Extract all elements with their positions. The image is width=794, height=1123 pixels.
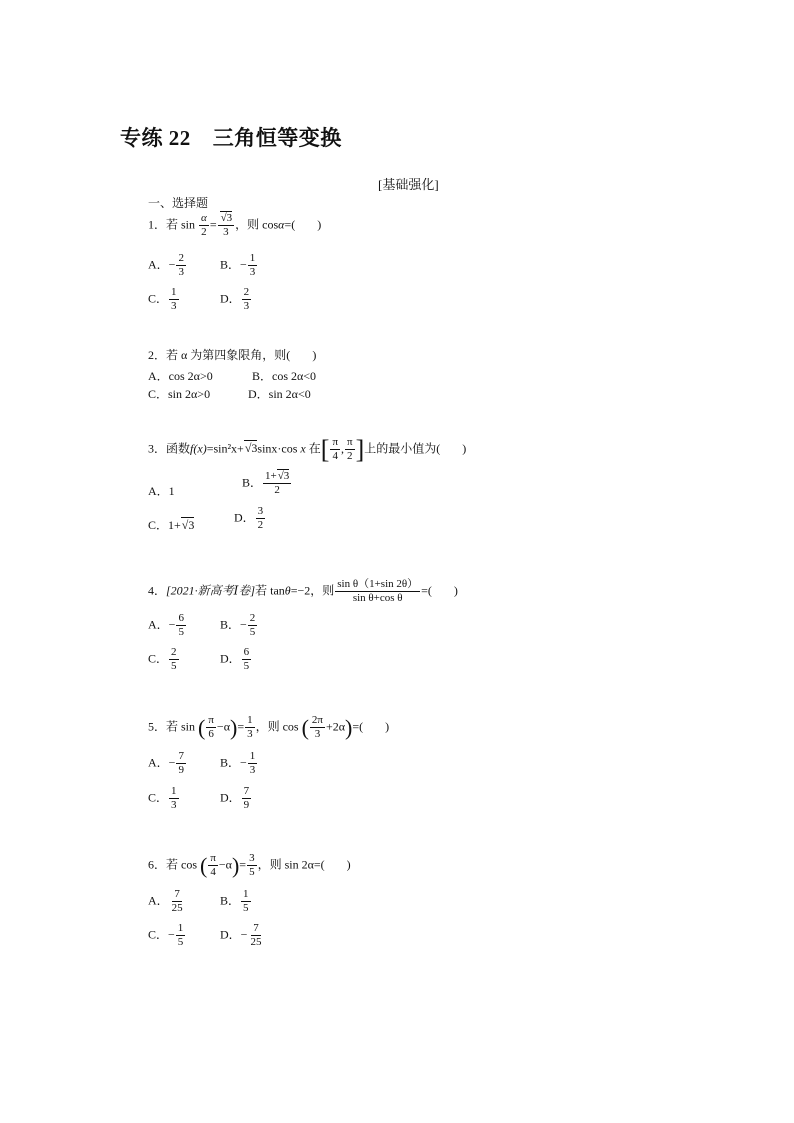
q2-option-c[interactable]: C．sin 2α>0 (148, 387, 211, 401)
q5-option-b[interactable]: B．− $\frac{1}{3}$ (220, 750, 256, 776)
page-title (120, 122, 342, 152)
q1-option-b[interactable]: B．− $\frac{1}{3}$ (220, 252, 256, 278)
q1-option-d[interactable]: D． $\frac{2}{3}$ (220, 286, 250, 312)
title-prefix: 专练 22 (120, 126, 191, 150)
q6-option-c[interactable]: C．− $\frac{1}{5}$ (148, 922, 184, 948)
q4-source-tag: [2021·新高考Ⅰ卷] (166, 583, 256, 598)
q2-option-a[interactable]: A．cos 2α>0 (148, 369, 213, 383)
q2-option-d[interactable]: D．sin 2α<0 (248, 387, 311, 401)
q1-frac: $\frac{\alpha}{2}$ (201, 212, 207, 238)
q5-option-c[interactable]: C． $\frac{1}{3}$ (148, 785, 177, 811)
title-topic: 三角恒等变换 (212, 126, 342, 150)
q6-option-b[interactable]: B． $\frac{1}{5}$ (220, 888, 249, 914)
q5-option-d[interactable]: D． $\frac{7}{9}$ (220, 785, 250, 811)
q1-value: √ $\frac{3}{3}$ (218, 212, 235, 239)
question-6: 6．若 cos ( $\frac{\pi}{4}$ −α)= $\frac{3}{5}$ ，则 sin 2α=( ) (148, 852, 351, 878)
q3-option-a[interactable]: A．1 (148, 484, 175, 498)
q1-number: 1． (148, 217, 167, 232)
q4-option-d[interactable]: D． $\frac{6}{5}$ (220, 646, 250, 672)
q3-option-d[interactable]: D． $\frac{3}{2}$ (234, 505, 264, 531)
question-5: 5．若 sin ( $\frac{\pi}{6}$ −α)= $\frac{1}{3}$ ，则 cos ( $\frac{2\pi}{3}$ +2α)=( ) (148, 714, 390, 740)
q6-option-a[interactable]: A． $\frac{7}{25}$ (148, 888, 183, 914)
q6-option-d[interactable]: D．− $\frac{7}{25}$ (220, 922, 262, 948)
q5-option-a[interactable]: A．− $\frac{7}{9}$ (148, 750, 184, 776)
q1-stem-a: 若 sin (166, 217, 196, 232)
q3-option-b[interactable]: B． $\frac{1+√ 3}{2}$ (242, 470, 292, 497)
q4-option-b[interactable]: B．− $\frac{2}{5}$ (220, 612, 256, 638)
q4-option-a[interactable]: A．− $\frac{6}{5}$ (148, 612, 184, 638)
q1-option-a[interactable]: A．− $\frac{2}{3}$ (148, 252, 184, 278)
section-subtitle: [基础强化] (378, 177, 439, 192)
section-heading: 一、选择题 (148, 196, 209, 210)
question-2: 2．若 α 为第四象限角，则( ) (148, 348, 317, 362)
question-1: 1．若 sin $\frac{\alpha}{2}$ = √ $\frac{3}{3}$ ，则 cosα=( ) (148, 212, 321, 239)
q2-option-b[interactable]: B．cos 2α<0 (252, 369, 317, 383)
q3-option-c[interactable]: C．1+√ 3 (148, 516, 194, 533)
question-3: 3．函数f(x)=sin²x+√ 3sinx·cos x 在[ $\frac{\pi}{4}$ , $\frac{\pi}{2}$ ]上的最小值为( ) (148, 436, 466, 463)
q1-option-c[interactable]: C． $\frac{1}{3}$ (148, 286, 177, 312)
q4-option-c[interactable]: C． $\frac{2}{5}$ (148, 646, 177, 672)
question-4: 4．[2021·新高考Ⅰ卷]若 tanθ=−2，则 $\frac{\text{sin θ（1+sin 2θ）}}{\text{sin θ+cos θ}}$ =( ) (148, 578, 458, 604)
